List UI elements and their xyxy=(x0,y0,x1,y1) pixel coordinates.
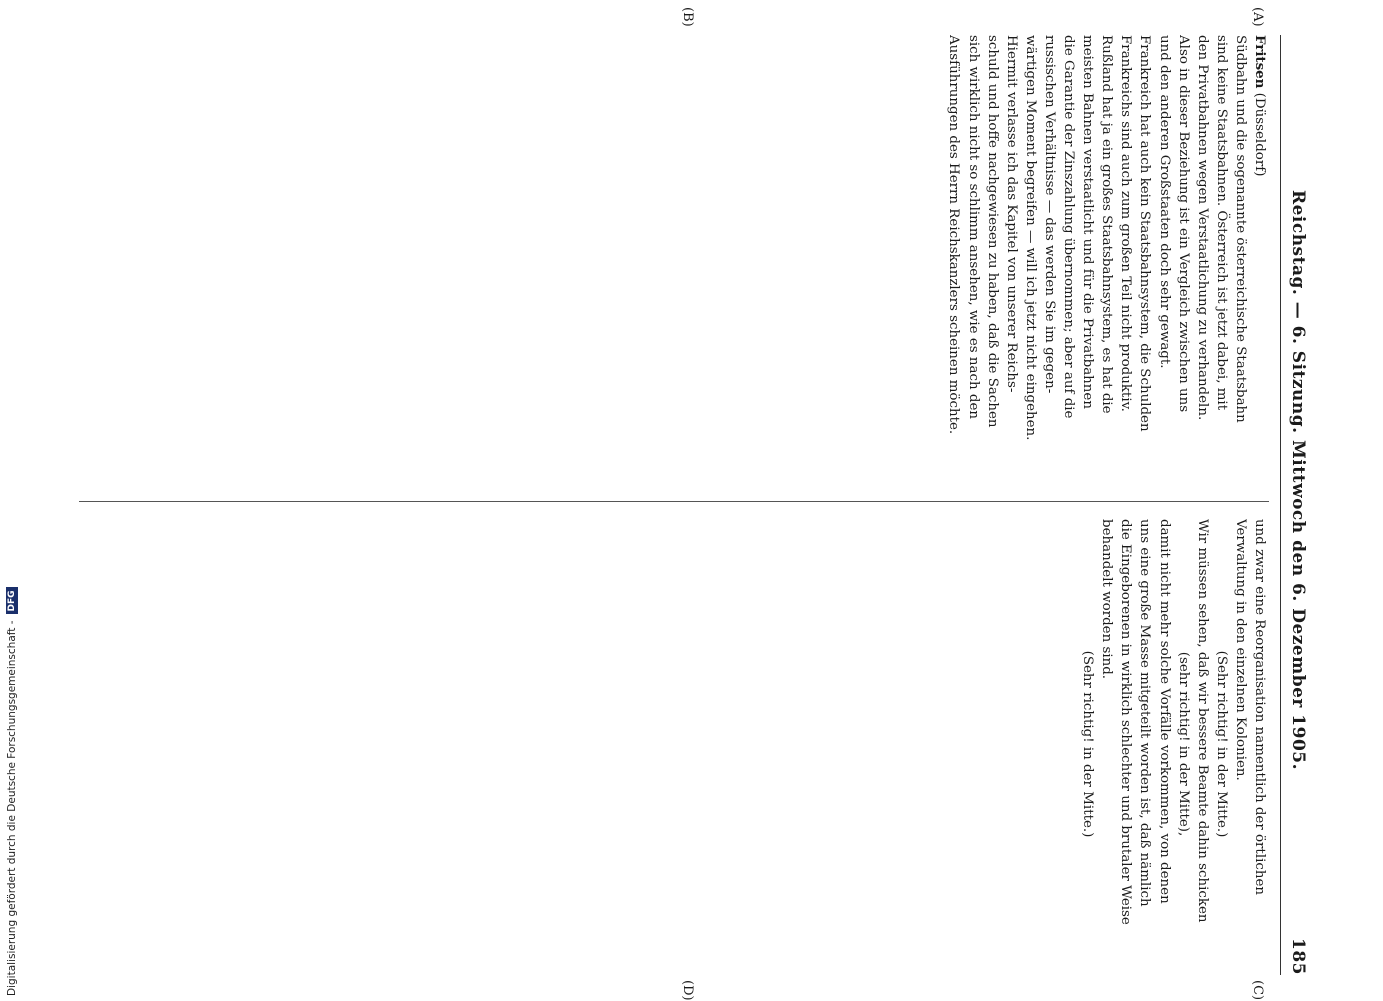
left_column-line: Frankreichs sind auch zum großen Teil nicht produktiv. xyxy=(1118,35,1134,412)
right-column xyxy=(79,519,1269,969)
left_column-line: sich wirklich nicht so schlimm ansehen, wie es nach den xyxy=(965,35,981,419)
right_column-line: behandelt worden sind. xyxy=(1099,519,1115,680)
right_column-line: Wir müssen sehen, daß wir bessere Beamte dahin schicken xyxy=(1194,519,1210,923)
speaker-location: (Düsseldorf) xyxy=(1252,92,1267,177)
left-column-text xyxy=(944,35,1250,485)
page-header xyxy=(1280,35,1315,975)
dfg-logo: DFG xyxy=(6,587,18,614)
right-column-text xyxy=(1078,519,1269,969)
speaker-line xyxy=(1250,35,1269,485)
right_column-line: (Sehr richtig! in der Mitte.) xyxy=(1213,650,1229,838)
right_column-line: die Eingeborenen in wirklich schlechter und brutaler Weise xyxy=(1118,519,1134,925)
left_column-line: Hiermit verlasse ich das Kapitel von unserer Reichs- xyxy=(1003,35,1019,393)
footer-text: Digitalisierung gefördert durch die Deutsche Forschungsgemeinschaft - xyxy=(6,620,18,996)
right_column-line: damit nicht mehr solche Vorfälle vorkommen, von denen xyxy=(1156,519,1172,904)
left_column-line: Also in dieser Beziehung ist ein Vergleich zwischen uns xyxy=(1175,35,1191,413)
margin-mark-d: (D) xyxy=(680,980,695,1001)
right_column-line: und zwar eine Reorganisation namentlich der örtlichen xyxy=(1252,519,1267,896)
left_column-line: schuld und hoffe nachgewiesen zu haben, daß die Sachen xyxy=(984,35,1000,428)
digitization-footer xyxy=(6,587,18,996)
document-page xyxy=(65,7,1315,1001)
right_column-line: (Sehr richtig! in der Mitte.) xyxy=(1080,650,1096,838)
left_column-line: wärtigen Moment begreifen — will ich jetzt nicht eingehen. xyxy=(1022,35,1038,441)
left_column-line: Südbahn und die sogenannte österreichische Staatsbahn xyxy=(1232,35,1248,423)
left_column-line: und den anderen Großstaaten doch sehr gewagt. xyxy=(1156,35,1172,369)
left_column-line: Ausführungen des Herrn Reichskanzlers scheinen möchte. xyxy=(946,35,962,435)
left_column-line: meisten Bahnen verstaatlicht und für die Privatbahnen xyxy=(1080,35,1096,409)
margin-mark-a: (A) xyxy=(1250,7,1265,27)
margin-mark-c: (C) xyxy=(1250,980,1265,1001)
left_column-line: Frankreich hat auch kein Staatsbahnsystem, die Schulden xyxy=(1137,35,1153,432)
right_column-line: uns eine große Masse mitgeteilt worden ist, daß nämlich xyxy=(1137,519,1153,907)
speaker-name: Fritsen xyxy=(1252,35,1268,89)
left-column xyxy=(79,35,1269,485)
margin-mark-b: (B) xyxy=(680,7,695,27)
column-divider xyxy=(79,501,1269,502)
left_column-line: den Privatbahnen wegen Verstaatlichung zu verhandeln. xyxy=(1194,35,1210,421)
page-title: Reichstag. — 6. Sitzung. Mittwoch den 6. Dezember 1905. xyxy=(1288,189,1308,771)
left_column-line: Rußland hat ja ein großes Staatsbahnsystem, es hat die xyxy=(1099,35,1115,414)
right_column-line: (sehr richtig! in der Mitte), xyxy=(1175,651,1191,837)
left_column-line: die Garantie der Zinszahlung übernommen; aber auf die xyxy=(1061,35,1077,419)
right_column-line: Verwaltung in den einzelnen Kolonien. xyxy=(1232,519,1248,781)
left_column-line: sind keine Staatsbahnen. Österreich ist jetzt dabei, mit xyxy=(1213,35,1229,411)
left_column-line: russischen Verhältnisse — das werden Sie im gegen- xyxy=(1041,35,1057,394)
page-number: 185 xyxy=(1288,938,1308,975)
